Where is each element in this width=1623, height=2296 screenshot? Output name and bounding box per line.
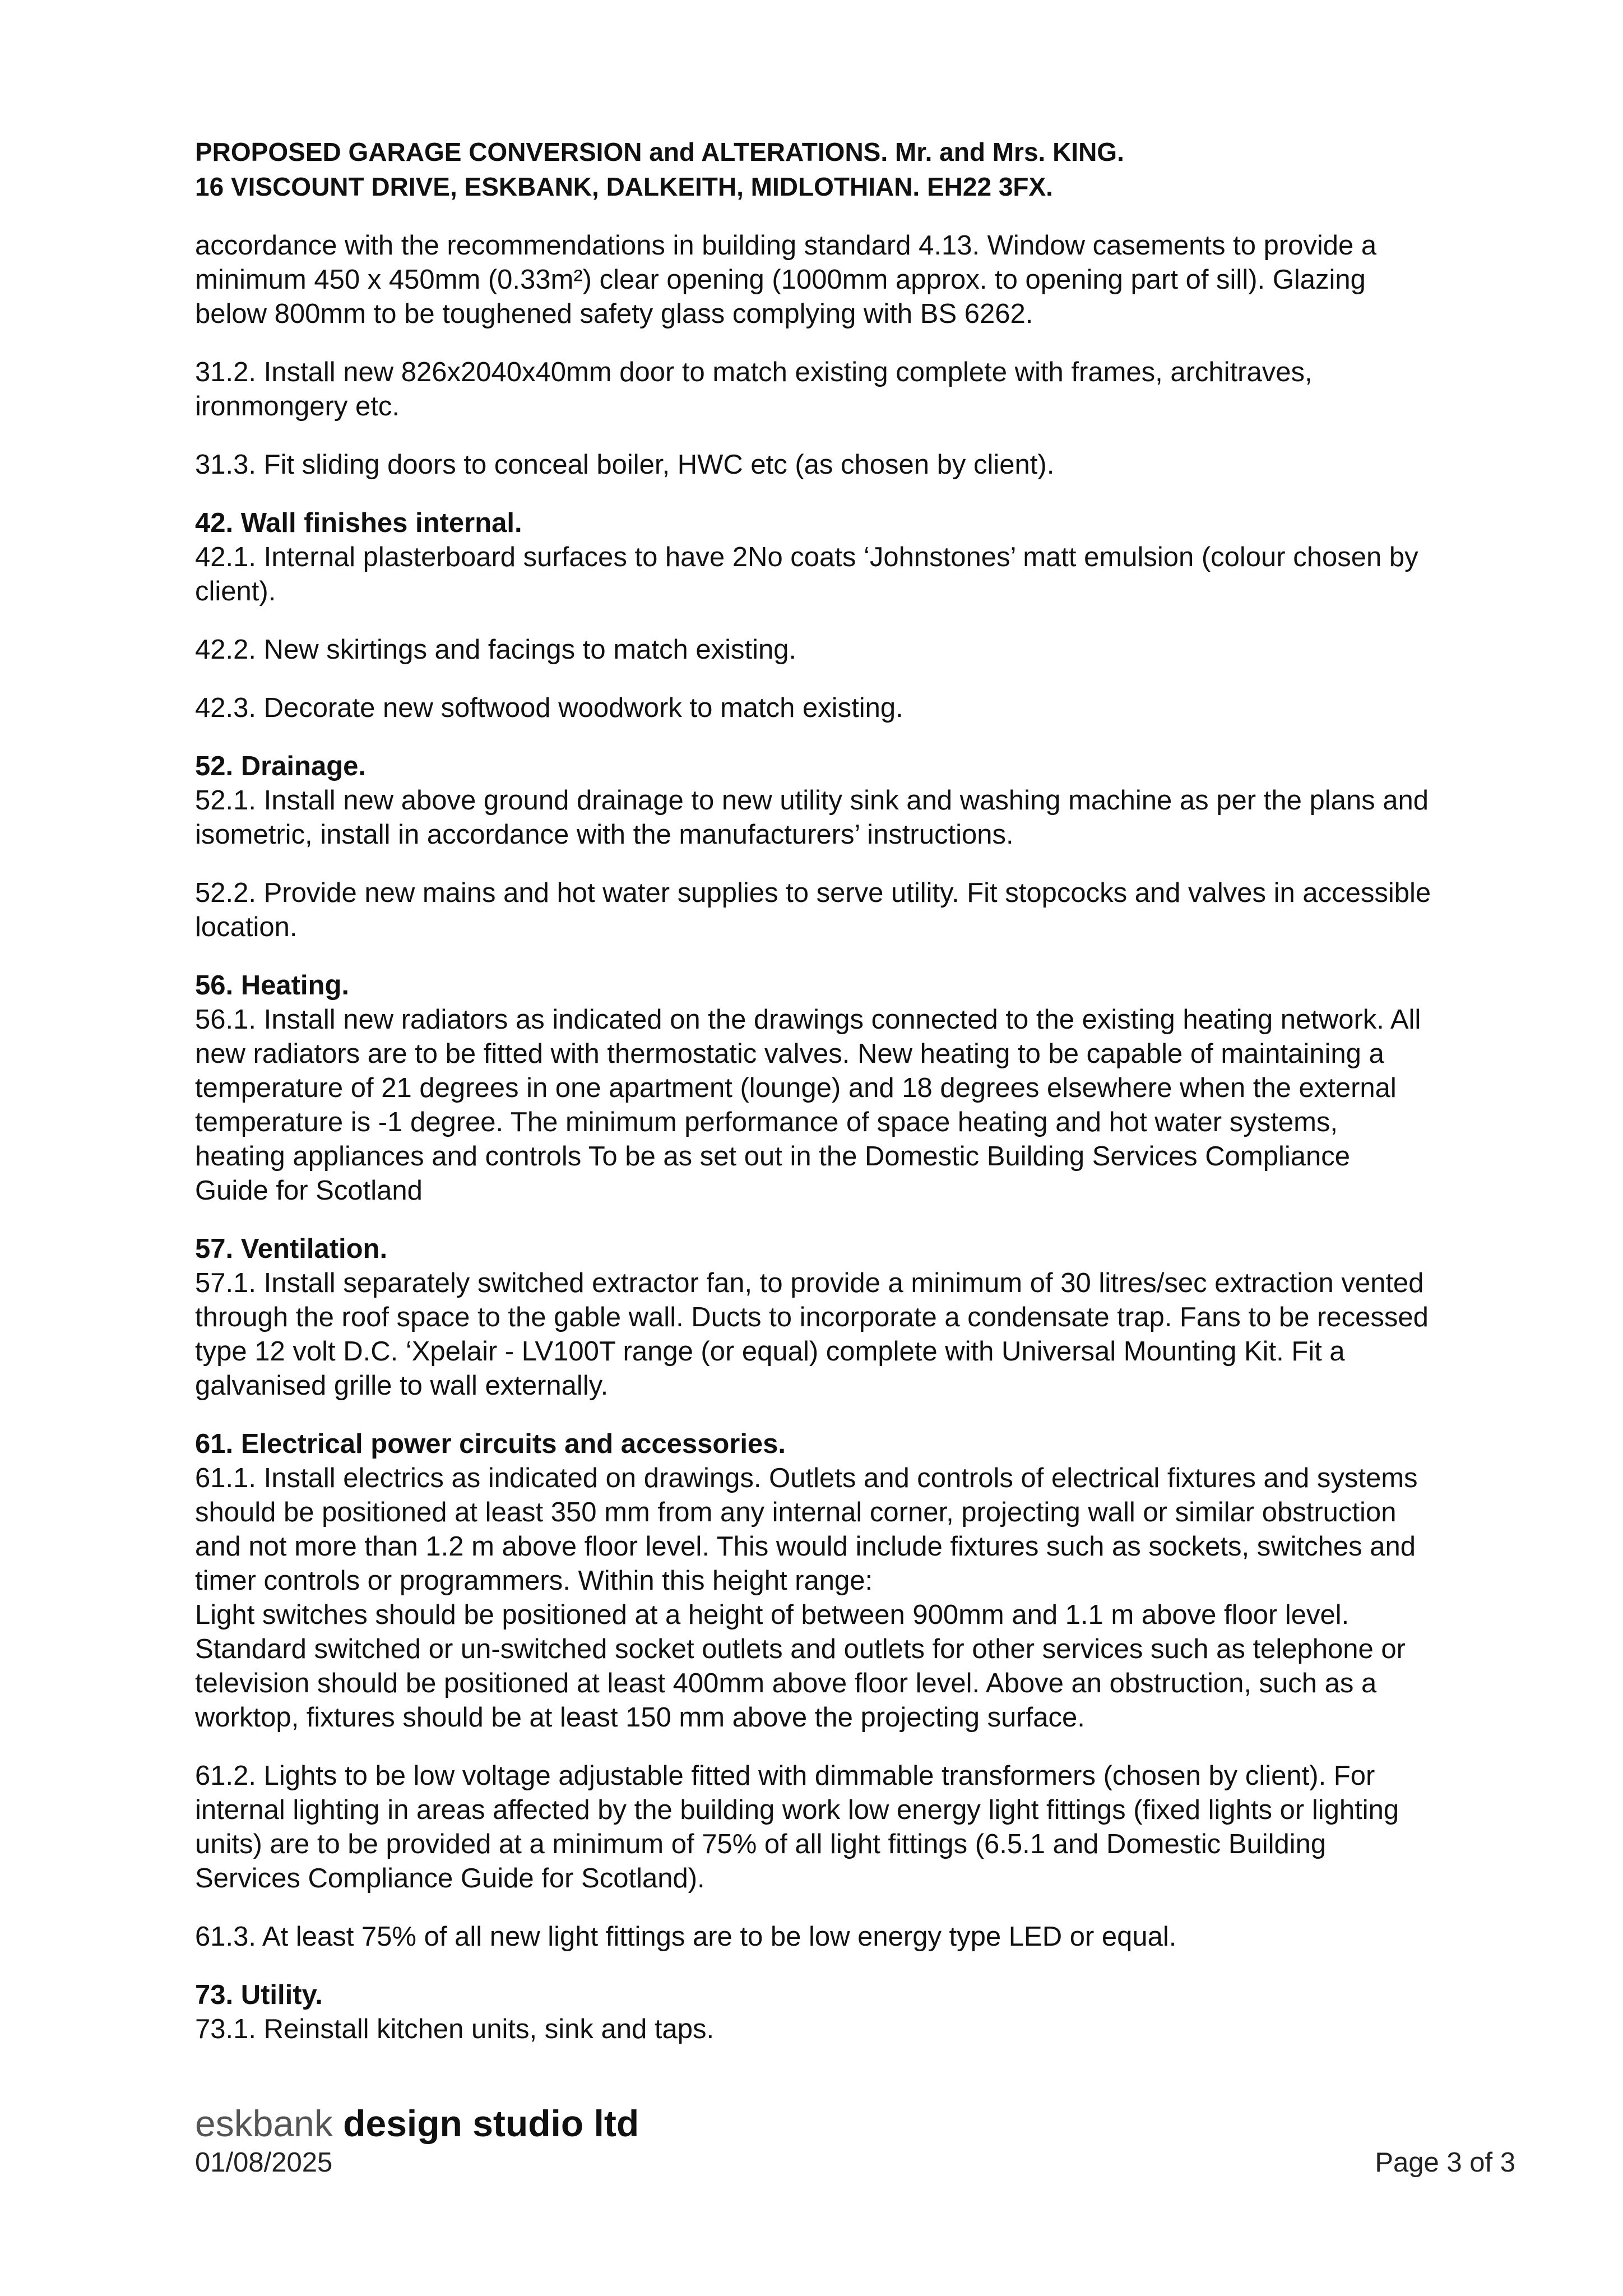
section-heading: 42. Wall finishes internal. bbox=[195, 508, 522, 538]
text-line: 52.1. Install new above ground drainage to new utility sink and washing machine as per the plans and bbox=[195, 785, 1429, 816]
paragraph bbox=[195, 876, 1562, 945]
text-line: internal lighting in areas affected by the building work low energy light fittings (fixed lights or lighting bbox=[195, 1795, 1399, 1825]
paragraph bbox=[195, 1920, 1562, 1954]
paragraph bbox=[195, 633, 1562, 667]
text-line: minimum 450 x 450mm (0.33m²) clear opening (1000mm approx. to opening part of sill). Glazing bbox=[195, 265, 1366, 295]
text-line: type 12 volt D.C. ‘Xpelair - LV100T range (or equal) complete with Universal Mounting Kit. Fit a bbox=[195, 1336, 1345, 1367]
paragraph bbox=[195, 1003, 1562, 1208]
document-date: 01/08/2025 bbox=[195, 2147, 333, 2178]
text-line: 56.1. Install new radiators as indicated on the drawings connected to the existing heating network. All bbox=[195, 1004, 1421, 1035]
brand-light-text: eskbank bbox=[195, 2103, 333, 2144]
text-line: 73.1. Reinstall kitchen units, sink and taps. bbox=[195, 2014, 715, 2044]
project-address: 16 VISCOUNT DRIVE, ESKBANK, DALKEITH, MIDLOTHIAN. EH22 3FX. bbox=[195, 172, 1053, 201]
section-heading: 57. Ventilation. bbox=[195, 1234, 388, 1264]
section-heading: 73. Utility. bbox=[195, 1980, 323, 2010]
company-brand bbox=[195, 2101, 1515, 2146]
text-line: 52.2. Provide new mains and hot water supplies to serve utility. Fit stopcocks and valves in accessible bbox=[195, 878, 1431, 908]
text-line: 42.1. Internal plasterboard surfaces to have 2No coats ‘Johnstones’ matt emulsion (colour chosen by bbox=[195, 542, 1418, 572]
text-line: location. bbox=[195, 912, 298, 942]
text-line: 61.1. Install electrics as indicated on drawings. Outlets and controls of electrical fixtures and systems bbox=[195, 1463, 1418, 1493]
paragraph bbox=[195, 355, 1562, 424]
text-line: Services Compliance Guide for Scotland). bbox=[195, 1863, 705, 1894]
section-56-heating bbox=[195, 969, 1562, 1208]
text-line: Guide for Scotland bbox=[195, 1175, 423, 1206]
text-line: Light switches should be positioned at a height of between 900mm and 1.1 m above floor level. bbox=[195, 1600, 1350, 1630]
section-57-ventilation bbox=[195, 1232, 1562, 1403]
section-61-electrical bbox=[195, 1427, 1562, 1954]
paragraph bbox=[195, 1266, 1562, 1403]
section-heading: 52. Drainage. bbox=[195, 751, 367, 781]
text-line: 61.3. At least 75% of all new light fittings are to be low energy type LED or equal. bbox=[195, 1922, 1177, 1952]
project-title: PROPOSED GARAGE CONVERSION and ALTERATIONS. Mr. and Mrs. KING. bbox=[195, 137, 1124, 166]
text-line: 42.3. Decorate new softwood woodwork to match existing. bbox=[195, 693, 903, 723]
text-line: units) are to be provided at a minimum of 75% of all light fittings (6.5.1 and Domestic Building bbox=[195, 1829, 1327, 1859]
paragraph bbox=[195, 448, 1562, 482]
paragraph bbox=[195, 1461, 1562, 1735]
paragraph bbox=[195, 540, 1562, 609]
text-line: Standard switched or un-switched socket outlets and outlets for other services such as telephone or bbox=[195, 1634, 1406, 1664]
document-header bbox=[195, 135, 1562, 204]
text-line: temperature is -1 degree. The minimum performance of space heating and hot water systems, bbox=[195, 1107, 1338, 1137]
text-line: heating appliances and controls To be as set out in the Domestic Building Services Compliance bbox=[195, 1141, 1350, 1172]
paragraph bbox=[195, 229, 1562, 331]
paragraph bbox=[195, 1759, 1562, 1896]
document-page bbox=[195, 135, 1562, 2071]
text-line: timer controls or programmers. Within this height range: bbox=[195, 1566, 873, 1596]
text-line: 31.2. Install new 826x2040x40mm door to match existing complete with frames, architraves, bbox=[195, 357, 1313, 387]
text-line: worktop, fixtures should be at least 150 mm above the projecting surface. bbox=[195, 1702, 1085, 1733]
paragraph bbox=[195, 784, 1562, 852]
paragraph bbox=[195, 2012, 1562, 2047]
section-52-drainage bbox=[195, 749, 1562, 945]
document-footer bbox=[195, 2101, 1515, 2179]
text-line: 57.1. Install separately switched extractor fan, to provide a minimum of 30 litres/sec extraction vented bbox=[195, 1268, 1424, 1298]
text-line: 42.2. New skirtings and facings to match existing. bbox=[195, 635, 797, 665]
text-line: 61.2. Lights to be low voltage adjustable fitted with dimmable transformers (chosen by client). For bbox=[195, 1761, 1375, 1791]
text-line: should be positioned at least 350 mm from any internal corner, projecting wall or similar obstruction bbox=[195, 1497, 1397, 1527]
text-line: client). bbox=[195, 576, 276, 607]
brand-bold-text: design studio ltd bbox=[343, 2103, 639, 2144]
section-heading: 56. Heating. bbox=[195, 970, 350, 1001]
text-line: through the roof space to the gable wall. Ducts to incorporate a condensate trap. Fans to be recessed bbox=[195, 1302, 1429, 1332]
page-number: Page 3 of 3 bbox=[1375, 2147, 1515, 2178]
text-line: 31.3. Fit sliding doors to conceal boiler, HWC etc (as chosen by client). bbox=[195, 450, 1055, 480]
text-line: isometric, install in accordance with the manufacturers’ instructions. bbox=[195, 820, 1014, 850]
text-line: television should be positioned at least 400mm above floor level. Above an obstruction, such as a bbox=[195, 1668, 1377, 1698]
text-line: and not more than 1.2 m above floor level. This would include fixtures such as sockets, switches and bbox=[195, 1531, 1416, 1562]
text-line: galvanised grille to wall externally. bbox=[195, 1371, 609, 1401]
section-42-wall-finishes bbox=[195, 506, 1562, 725]
text-line: below 800mm to be toughened safety glass complying with BS 6262. bbox=[195, 299, 1033, 329]
text-line: new radiators are to be fitted with thermostatic valves. New heating to be capable of maintaining a bbox=[195, 1039, 1384, 1069]
footer-row bbox=[195, 2146, 1515, 2179]
text-line: accordance with the recommendations in building standard 4.13. Window casements to provide a bbox=[195, 230, 1377, 261]
paragraph bbox=[195, 691, 1562, 725]
section-heading: 61. Electrical power circuits and accessories. bbox=[195, 1429, 786, 1459]
intro-section bbox=[195, 229, 1562, 482]
section-73-utility bbox=[195, 1978, 1562, 2047]
text-line: temperature of 21 degrees in one apartment (lounge) and 18 degrees elsewhere when the external bbox=[195, 1073, 1397, 1103]
text-line: ironmongery etc. bbox=[195, 391, 400, 422]
